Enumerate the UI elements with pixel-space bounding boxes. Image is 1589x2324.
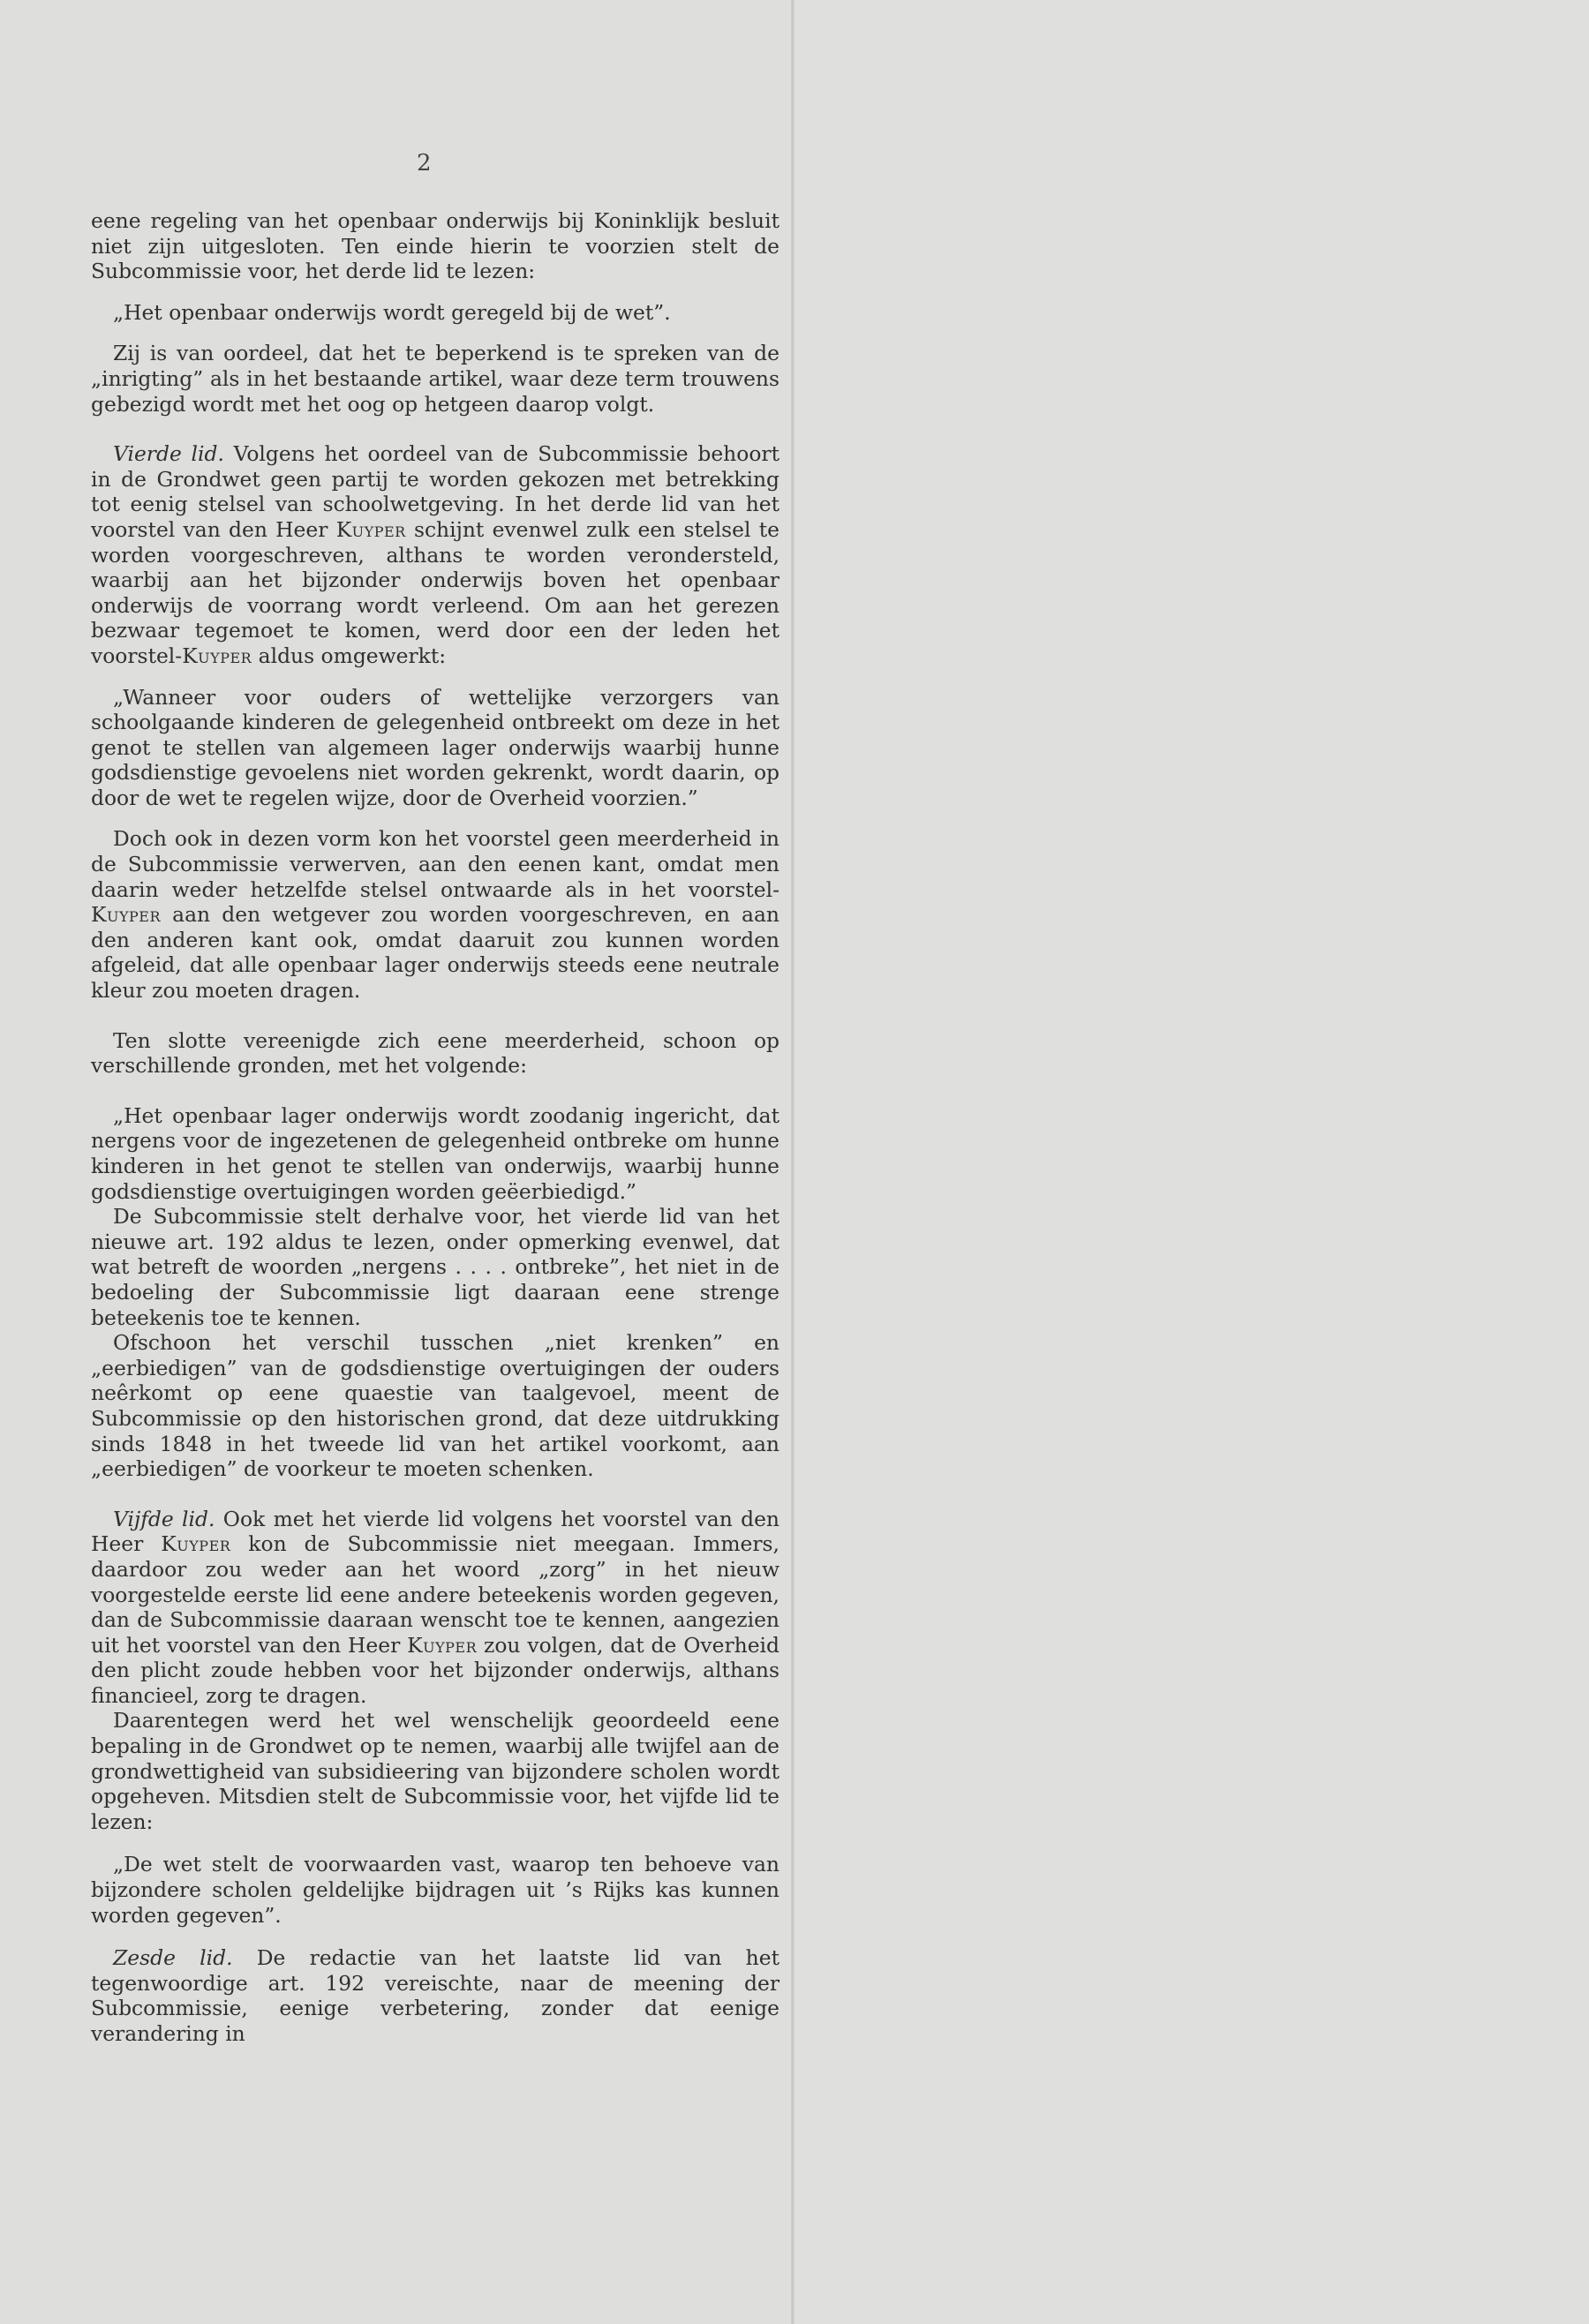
paragraph: eene regeling van het openbaar onderwijs bij Koninklijk besluit niet zijn uitgesloten. Ten einde hierin te voorzien stelt de Subcommissie voor, het derde lid te lezen: <box>91 208 779 284</box>
paragraph-zesde-lid: Zesde lid. De redactie van het laatste lid van het tegenwoordige art. 192 vereischte, naar de meening der Subcommissie, eenige verbetering, zonder dat eenige verandering in <box>91 1945 779 2046</box>
paragraph: De Subcommissie stelt derhalve voor, het vierde lid van het nieuwe art. 192 aldus te lezen, onder opmerking evenwel, dat wat betreft de woorden „nergens . . . . ontbreke”, het niet in de bedoeling der Subcommissie ligt daaraan eene strenge beteekenis toe te kennen. <box>91 1204 779 1330</box>
quote-paragraph: „Het openbaar onderwijs wordt geregeld bij de wet”. <box>113 299 671 325</box>
quote-paragraph: „De wet stelt de voorwaarden vast, waarop ten behoeve van bijzondere scholen geldelijke bijdragen uit ’s Rijks kas kunnen worden gegeven”. <box>91 1852 779 1928</box>
right-page-blank <box>794 0 1589 2324</box>
paragraph: Daarentegen werd het wel wenschelijk geoordeeld eene bepaling in de Grondwet op te nemen, waarbij alle twijfel aan de grondwettigheid van subsidieering van bijzondere scholen wordt opgeheven. Mitsdien stelt de Subcommissie voor, het vijfde lid te lezen: <box>91 1708 779 1834</box>
paragraph: Ofschoon het verschil tusschen „niet krenken” en „eerbiedigen” van de godsdienstige overtuigingen der ouders neêrkomt op eene quaestie van taalgevoel, meent de Subcommissie op den historischen grond, dat deze uitdrukking sinds 1848 in het tweede lid van het artikel voorkomt, aan „eerbiedigen” de voorkeur te moeten schenken. <box>91 1330 779 1482</box>
paragraph: Doch ook in dezen vorm kon het voorstel geen meerderheid in de Subcommissie verwerven, aan den eenen kant, omdat men daarin weder hetzelfde stelsel ontwaarde als in het voorstel-Kuyper aan den wetgever zou worden voorgeschreven, en aan den anderen kant ook, omdat daaruit zou kunnen worden afgeleid, dat alle openbaar lager onderwijs steeds eene neutrale kleur zou moeten dragen. <box>91 826 779 1004</box>
text-column <box>91 208 779 2047</box>
person-name: Kuyper <box>407 1632 478 1658</box>
person-name: Kuyper <box>161 1531 231 1557</box>
quote-paragraph: „Wanneer voor ouders of wettelijke verzorgers van schoolgaande kinderen de gelegenheid ontbreekt om deze in het genot te stellen van algemeen lager onderwijs waarbij hunne godsdienstige gevoelens niet worden gekrenkt, wordt daarin, op door de wet te regelen wijze, door de Overheid voorzien.” <box>91 684 779 810</box>
section-heading: Vierde lid. <box>113 441 224 467</box>
left-page <box>0 0 793 2324</box>
quote-paragraph: „Het openbaar lager onderwijs wordt zoodanig ingericht, dat nergens voor de ingezetenen de gelegenheid ontbreke om hunne kinderen in het genot te stellen van onderwijs, waarbij hunne godsdienstige overtuigingen worden geëerbiedigd.” <box>91 1102 779 1204</box>
section-heading: Zesde lid. <box>113 1945 233 1971</box>
section-heading: Vijfde lid. <box>113 1506 215 1531</box>
paragraph: Ten slotte vereenigde zich eene meerderheid, schoon op verschillende gronden, met het volgende: <box>91 1027 779 1079</box>
paragraph-vierde-lid: Vierde lid. Volgens het oordeel van de Subcommissie behoort in de Grondwet geen partij te worden gekozen met betrekking tot eenig stelsel van schoolwetgeving. In het derde lid van het voorstel van den Heer Kuyper schijnt evenwel zulk een stelsel te worden voorgeschreven, althans te worden verondersteld, waarbij aan het bijzonder onderwijs boven het openbaar onderwijs de voorrang wordt verleend. Om aan het gerezen bezwaar tegemoet te komen, werd door een der leden het voorstel-Kuyper aldus omgewerkt: <box>91 441 779 668</box>
person-name: Kuyper <box>182 643 252 668</box>
paragraph: Zij is van oordeel, dat het te beperkend is te spreken van de „inrigting” als in het bestaande artikel, waar deze term trouwens gebezigd wordt met het oog op hetgeen daarop volgt. <box>91 341 779 417</box>
paragraph-vijfde-lid: Vijfde lid. Ook met het vierde lid volgens het voorstel van den Heer Kuyper kon de Subcommissie niet meegaan. Immers, daardoor zou weder aan het woord „zorg” in het nieuw voorgestelde eerste lid eene andere beteekenis worden gegeven, dan de Subcommissie daaraan wenscht toe te kennen, aangezien uit het voorstel van den Heer Kuyper zou volgen, dat de Overheid den plicht zoude hebben voor het bijzonder onderwijs, althans financieel, zorg te dragen. <box>91 1506 779 1708</box>
person-name: Kuyper <box>91 902 162 928</box>
page-number: 2 <box>417 150 432 177</box>
person-name: Kuyper <box>335 516 406 542</box>
